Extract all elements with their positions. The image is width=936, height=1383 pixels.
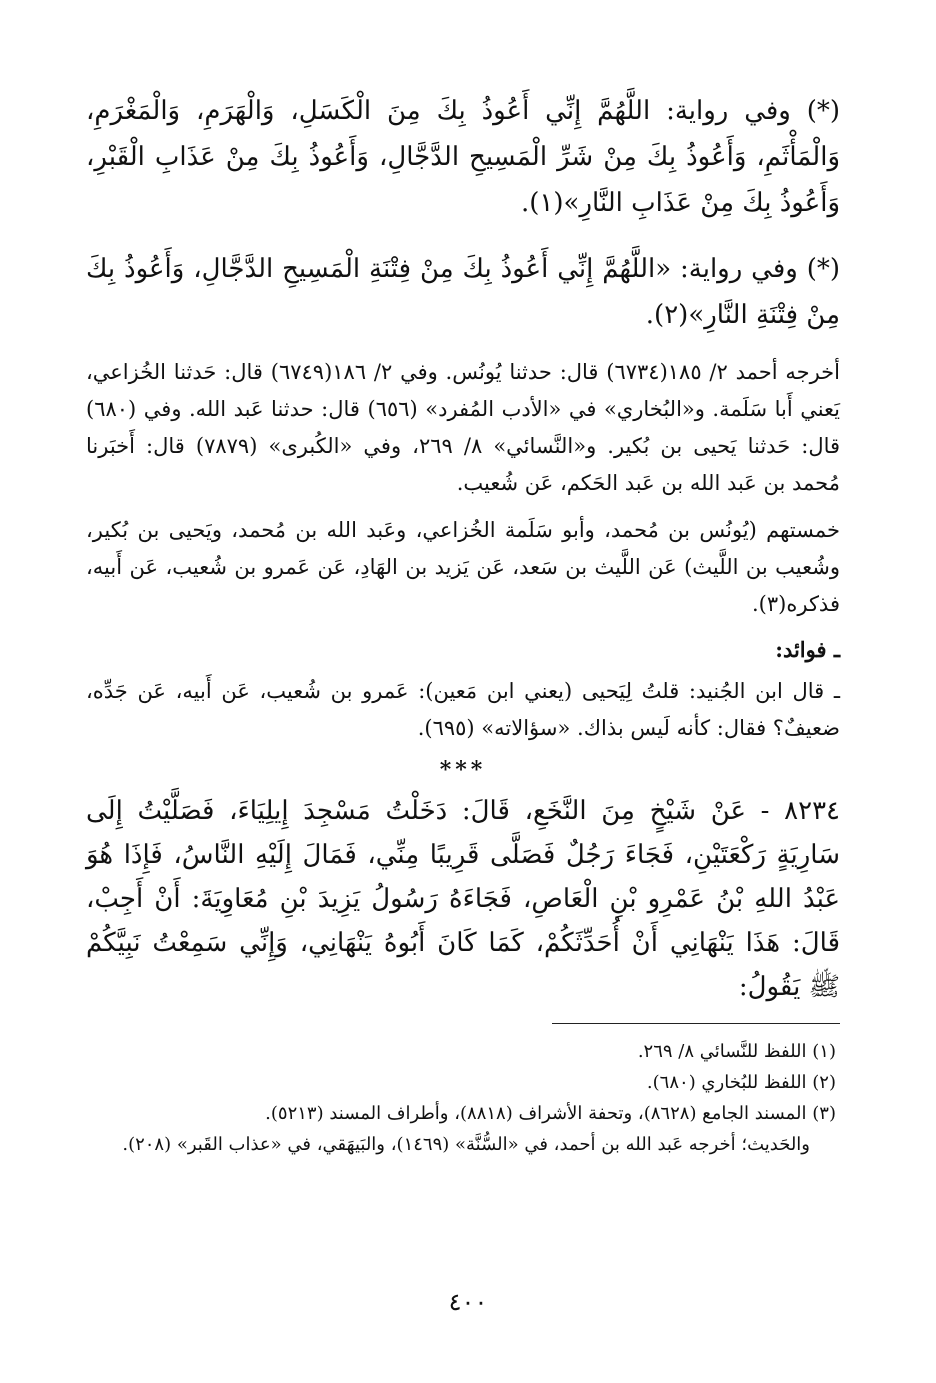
- footnote-divider: [552, 1023, 840, 1024]
- footnote-3: (٣) المسند الجامع (٨٦٢٨)، وتحفة الأشراف (٨٨١٨)، وأطراف المسند (٥٢١٣).: [265, 1103, 836, 1124]
- footnote-2: (٢) اللفظ للبُخاري (٦٨٠).: [646, 1072, 836, 1093]
- hadith-variant-2: (*) وفي رواية: «اللَّهُمَّ إِنِّي أَعُوذُ بِكَ مِنْ فِتْنَةِ الْمَسِيحِ الدَّجَّالِ، وَأَعُوذُ بِكَ مِنْ فِتْنَةِ النَّارِ»(٢).: [86, 254, 840, 330]
- takhrij-paragraph-1: أخرجه أحمد ٢/ ١٨٥(٦٧٣٤) قال: حدثنا يُونُس. وفي ٢/ ١٨٦(٦٧٤٩) قال: حَدثنا الخُزاعي، يَعني أَبا سَلَمة. و«البُخاري» في «الأدب المُفرد» (٦٥٦) قال: حدثنا عَبد الله. وفي (٦٨٠) قال: حَدثنا يَحيى بن بُكير. و«النَّسائي» ٨/ ٢٦٩، وفي «الكُبرى» (٧٨٧٩) قال: أَخبَرنا مُحمد بن عَبد الله بن عَبد الحَكم، عَن شُعيب.: [86, 360, 841, 495]
- footnotes: [86, 1036, 840, 1160]
- fawaid-text: ـ قال ابن الجُنيد: قلتُ لِيَحيى (يعني ابن مَعين): عَمرو بن شُعيب، عَن أَبيه، عَن جَدِّه، ضعيفٌ؟ فقال: كأنه لَيس بذاك. «سؤالاته» (٦٩٥).: [86, 679, 840, 740]
- page-body: [86, 88, 840, 1160]
- hadith-variant-1: (*) وفي رواية: اللَّهُمَّ إِنِّي أَعُوذُ بِكَ مِنَ الْكَسَلِ، وَالْهَرَمِ، وَالْمَغْرَمِ، وَالْمَأْثَمِ، وَأَعُوذُ بِكَ مِنْ شَرِّ الْمَسِيحِ الدَّجَّالِ، وَأَعُوذُ بِكَ مِنْ عَذَابِ الْقَبْرِ، وَأَعُوذُ بِكَ مِنْ عَذَابِ النَّارِ»(١).: [86, 96, 840, 218]
- section-separator: ***: [439, 757, 487, 783]
- page-number: ٤٠٠: [448, 1288, 488, 1316]
- footnote-1: (١) اللفظ للنَّسائي ٨/ ٢٦٩.: [637, 1041, 836, 1062]
- fawaid-heading: ـ فوائد:: [775, 637, 840, 662]
- takhrij-paragraph-2: خمستهم (يُونُس بن مُحمد، وأبو سَلَمة الخُزاعي، وعَبد الله بن مُحمد، ويَحيى بن بُكير، وشُعيب بن اللَّيث) عَن اللَّيث بن سَعد، عَن يَزيد بن الهَادِ، عَن عَمرو بن شُعيب، عَن أَبيه، فذكره(٣).: [86, 518, 840, 616]
- main-hadith: ٨٢٣٤ - عَنْ شَيْخٍ مِنَ النَّخَعِ، قَالَ: دَخَلْتُ مَسْجِدَ إِيلِيَاءَ، فَصَلَّيْتُ إِلَى سَارِيَةٍ رَكْعَتَيْنِ، فَجَاءَ رَجُلٌ فَصَلَّى قَرِيبًا مِنِّي، فَمَالَ إِلَيْهِ النَّاسُ، فَإِذَا هُوَ عَبْدُ اللهِ بْنُ عَمْرِو بْنِ الْعَاصِ، فَجَاءَهُ رَسُولُ يَزِيدَ بْنِ مُعَاوِيَةَ: أَنْ أَجِبْ، قَالَ: هَذَا يَنْهَانِي أَنْ أُحَدِّثَكُمْ، كَمَا كَانَ أَبُوهُ يَنْهَانِي، وَإِنِّي سَمِعْتُ نَبِيَّكُمْ ﷺ يَقُولُ:: [86, 796, 840, 1002]
- footnote-3-continuation: والحَديث؛ أخرجه عَبد الله بن أحمد، في «السُّنَّة» (١٤٦٩)، والبَيهَقي، في «عذاب القَبر» (٢٠٨).: [122, 1134, 810, 1155]
- hadith-variants: [86, 88, 840, 338]
- takhrij-section: [86, 354, 840, 623]
